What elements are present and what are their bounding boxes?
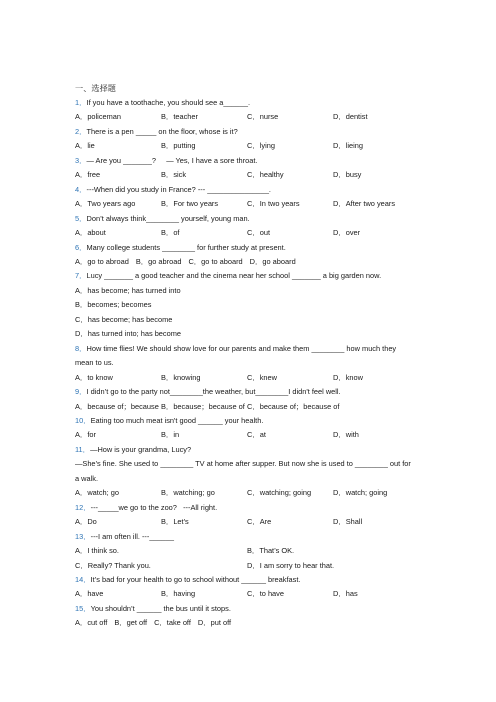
- options-13-row-1: [75, 544, 415, 558]
- option-a: A．cut off: [75, 618, 108, 628]
- document-content: [75, 83, 415, 631]
- question-13: [75, 530, 415, 544]
- option-c: C．has become; has become: [75, 314, 173, 324]
- option-c: C．Are: [247, 517, 272, 527]
- question-number: 5．: [75, 213, 87, 223]
- question-number: 4．: [75, 184, 87, 194]
- option-b: B．That’s OK.: [247, 546, 295, 556]
- option-c: C．lying: [247, 141, 275, 151]
- options-13-row-2: [75, 559, 415, 573]
- option-a: A．go to abroad: [75, 256, 129, 266]
- question-6: [75, 241, 415, 255]
- question-number: 9．: [75, 387, 87, 397]
- option-d: D．go aboard: [249, 256, 296, 266]
- option-c: C．In two years: [247, 199, 300, 209]
- option-c: C．healthy: [247, 170, 284, 180]
- option-c: C．out: [247, 228, 271, 238]
- question-text: You shouldn’t ______ the bus until it stops.: [90, 603, 231, 613]
- option-a: A．lie: [75, 141, 95, 151]
- question-number: 12．: [75, 502, 91, 512]
- option-a: A．for: [75, 430, 96, 440]
- option-a: A．policeman: [75, 112, 122, 122]
- option-d: D．watch; going: [333, 488, 388, 498]
- option-d: D．I am sorry to hear that.: [247, 560, 335, 570]
- option-d: D．After two years: [333, 199, 396, 209]
- question-11-continued: —She’s fine. She used to ________ TV at home after supper. But now she is used to ________ out for a walk.: [75, 459, 411, 483]
- options-5: [75, 226, 415, 240]
- question-14: [75, 573, 415, 587]
- option-b: B．sick: [161, 170, 187, 180]
- option-b: B．For two years: [161, 199, 219, 209]
- question-4: [75, 183, 415, 197]
- question-text: ---I am often ill. ---______: [90, 531, 175, 541]
- question-number: 11．: [75, 444, 91, 454]
- option-d: D．know: [333, 372, 363, 382]
- option-a: A．I think so.: [75, 546, 119, 556]
- option-b: B．putting: [161, 141, 196, 151]
- question-text: Many college students ________ for further study at present.: [86, 242, 286, 252]
- option-b: B．knowing: [161, 372, 201, 382]
- option-a: A．Two years ago: [75, 199, 136, 209]
- option-b: B．in: [161, 430, 180, 440]
- option-c: C．because of；because of: [247, 401, 340, 411]
- option-c: C．watching; going: [247, 488, 312, 498]
- option-b: B．Let's: [161, 517, 189, 527]
- question-7: [75, 269, 415, 283]
- option-a: A．to know: [75, 372, 113, 382]
- question-text: I didn’t go to the party not________the weather, but________I didn't feel well.: [86, 387, 341, 397]
- question-text: If you have a toothache, you should see a______.: [86, 98, 251, 107]
- question-number: 10．: [75, 415, 91, 425]
- option-b: B．teacher: [161, 112, 198, 122]
- question-number: 15．: [75, 603, 91, 613]
- option-c: C．go to aboard: [188, 256, 243, 266]
- question-text: Eating too much meat isn't good ______ your health.: [90, 415, 264, 425]
- question-number: 3．: [75, 155, 87, 165]
- option-d: D．Shall: [333, 517, 363, 527]
- option-d: D．lieing: [333, 141, 363, 151]
- question-number: 13．: [75, 531, 91, 541]
- option-b: B．get off: [114, 618, 148, 628]
- section-title: 一、选择题: [75, 84, 116, 93]
- options-11: [75, 486, 415, 500]
- option-a: A．has become; has turned into: [75, 285, 181, 295]
- question-number: 1．: [75, 98, 87, 107]
- options-9: [75, 400, 415, 414]
- options-6: [75, 255, 415, 269]
- options-4: [75, 197, 415, 211]
- options-8: [75, 371, 415, 385]
- option-c: C．at: [247, 430, 266, 440]
- question-2: [75, 125, 415, 139]
- question-15: [75, 602, 415, 616]
- question-text: ---_____we go to the zoo? ---All right.: [90, 502, 218, 512]
- option-a: A．because of；because: [75, 401, 159, 411]
- option-d: D．over: [333, 228, 361, 238]
- option-d: D．has turned into; has become: [75, 329, 181, 339]
- option-c: C．knew: [247, 372, 277, 382]
- question-number: 14．: [75, 574, 91, 584]
- option-d: D．with: [333, 430, 359, 440]
- option-b: B．because；because of: [161, 401, 245, 411]
- question-number: 7．: [75, 271, 87, 281]
- options-12: [75, 515, 415, 529]
- option-a: A．have: [75, 589, 104, 599]
- option-d: D．put off: [197, 618, 232, 628]
- option-c: C．nurse: [247, 112, 279, 122]
- question-10: [75, 414, 415, 428]
- options-15: [75, 616, 415, 630]
- question-3: [75, 154, 415, 168]
- question-text: How time flies! We should show love for our parents and make them ________ how much they mean to us.: [75, 343, 397, 368]
- options-14: [75, 587, 415, 601]
- option-d: D．busy: [333, 170, 362, 180]
- option-d: D．has: [333, 589, 358, 599]
- options-3: [75, 168, 415, 182]
- options-10: [75, 428, 415, 442]
- option-c: C．Really? Thank you.: [75, 560, 151, 570]
- question-8: [75, 342, 415, 371]
- question-number: 2．: [75, 126, 87, 136]
- question-number: 6．: [75, 242, 87, 252]
- option-a: A．free: [75, 170, 101, 180]
- option-a: A．about: [75, 228, 106, 238]
- question-text: — Are you _______? — Yes, I have a sore throat.: [86, 155, 258, 165]
- question-text: Don’t always think________ yourself, young man.: [86, 213, 250, 223]
- option-b: B．having: [161, 589, 196, 599]
- question-12: [75, 501, 415, 515]
- option-a: A．Do: [75, 517, 97, 527]
- question-5: [75, 212, 415, 226]
- question-11: [75, 443, 415, 457]
- option-b: B．go abroad: [135, 256, 182, 266]
- question-text: There is a pen _____ on the floor, whose is it?: [86, 126, 238, 136]
- question-number: 8．: [75, 343, 87, 353]
- option-a: A．watch; go: [75, 488, 119, 498]
- question-text: It’s bad for your health to go to school without ______ breakfast.: [90, 574, 301, 584]
- question-text: Lucy _______ a good teacher and the cinema near her school _______ a big garden now.: [86, 271, 382, 281]
- option-b: B．of: [161, 228, 180, 238]
- options-2: [75, 139, 415, 153]
- option-c: C．take off: [154, 618, 191, 628]
- question-9: [75, 385, 415, 399]
- question-1: [75, 96, 415, 110]
- option-c: C．to have: [247, 589, 284, 599]
- options-1: [75, 110, 415, 124]
- question-text: —How is your grandma, Lucy?: [90, 444, 192, 454]
- option-d: D．dentist: [333, 112, 368, 122]
- option-b: B．watching; go: [161, 488, 215, 498]
- option-b: B．becomes; becomes: [75, 300, 152, 310]
- question-text: ---When did you study in France? --- _______________.: [86, 184, 271, 194]
